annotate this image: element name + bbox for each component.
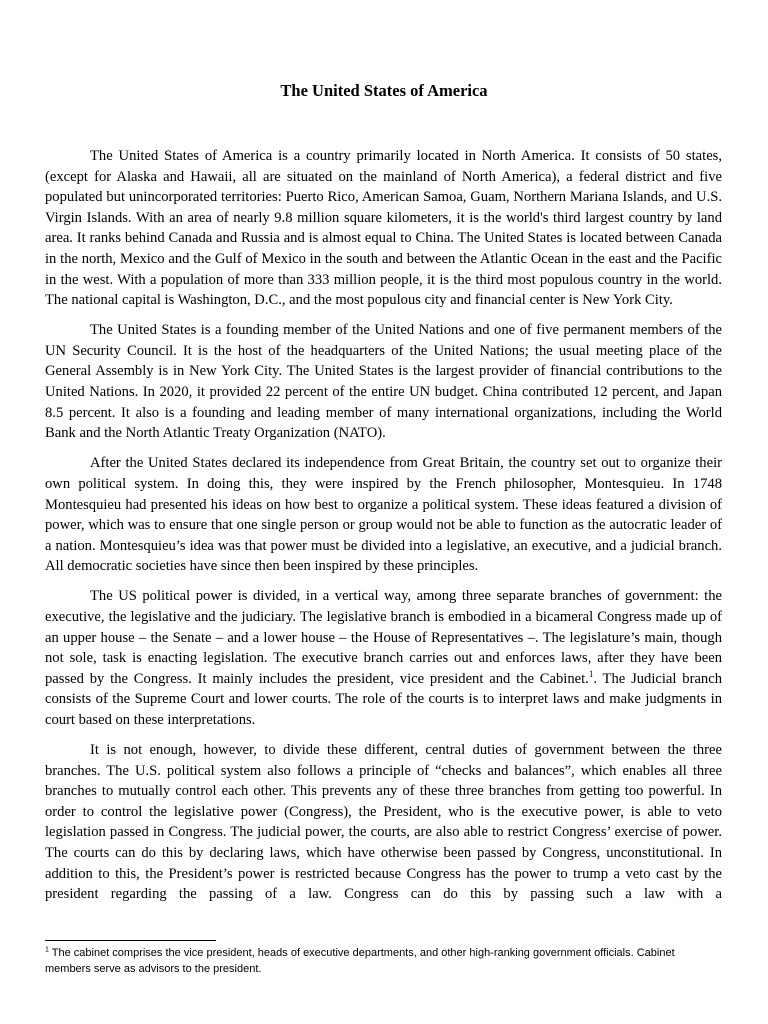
footnote	[45, 946, 722, 977]
document-title: The United States of America	[280, 81, 488, 100]
paragraph-united-nations: The United States is a founding member of the United Nations and one of five permanent members of the UN Security Council. It is the host of the headquarters of the United Nations; the usual meeting place of the General Assembly is in New York City. The United States is the largest provider of financial contributions to the United Nations. In 2020, it provided 22 percent of the entire UN budget. China contributed 12 percent, and Japan 8.5 percent. It also is a founding and leading member of many international organizations, including the World Bank and the North Atlantic Treaty Organization (NATO).	[45, 322, 722, 442]
footnote-marker: 1	[45, 946, 49, 954]
paragraph-independence: After the United States declared its independence from Great Britain, the country set out to organize their own political system. In doing this, they were inspired by the French philosopher, Montesquieu. In 1748 Montesquieu had presented his ideas on how best to organize a political system. These ideas featured a division of power, which was to ensure that one single person or group would not be able to function as the autocratic leader of a nation. Montesquieu’s idea was that power must be divided into a legislative, an executive, and a judicial branch. All democratic societies have since then been inspired by these principles.	[45, 455, 722, 575]
footnote-separator	[45, 940, 216, 941]
footnote-reference[interactable]: 1	[588, 668, 594, 679]
footnote-text: The cabinet comprises the vice president, heads of executive departments, and other high-ranking government officials. Cabinet members serve as advisors to the president.	[45, 947, 675, 975]
paragraph-branches	[45, 586, 722, 730]
paragraph-checks-and-balances: It is not enough, however, to divide these different, central duties of government between the three branches. The U.S. political system also follows a principle of “checks and balances”, which enables all three branches to mutually control each other. This prevents any of these three branches from getting too powerful. In order to control the legislative power (Congress), the President, who is the executive power, is able to veto legislation passed in Congress. The judicial power, the courts, are also able to restrict Congress’ exercise of power. The courts can do this by declaring laws, which have otherwise been passed by Congress, unconstitutional. In addition to this, the President’s power is restricted because Congress has the power to trump a veto cast by the president regarding the passing of a law. Congress can do this by passing such a law with a	[45, 742, 722, 903]
paragraph-branches-text-a: The US political power is divided, in a vertical way, among three separate branches of government: the executive, the legislative and the judiciary. The legislative branch is embodied in a bicameral Congress made up of an upper house – the Senate – and a lower house – the House of Representatives –. The legislature’s main, though not sole, task is enacting legislation. The executive branch carries out and enforces laws, after they have been passed by the Congress. It mainly includes the president, vice president and the Cabinet.	[45, 588, 722, 687]
paragraph-branches-text-b: . The Judicial branch consists of the Supreme Court and lower courts. The role of the courts is to interpret laws and make judgments in court based on these interpretations.	[45, 670, 722, 728]
paragraph-overview: The United States of America is a country primarily located in North America. It consists of 50 states, (except for Alaska and Hawaii, all are situated on the mainland of North America), a federal district and five populated but unincorporated territories: Puerto Rico, American Samoa, Guam, Northern Mariana Islands, and U.S. Virgin Islands. With an area of nearly 9.8 million square kilometers, it is the world's third largest country by land area. It ranks behind Canada and Russia and is almost equal to China. The United States is located between Canada in the north, Mexico and the Gulf of Mexico in the south and between the Atlantic Ocean in the east and the Pacific in the west. With a population of more than 333 million people, it is the third most populous country in the world. The national capital is Washington, D.C., and the most populous city and financial center is New York City.	[45, 148, 722, 309]
document-body	[45, 146, 722, 914]
